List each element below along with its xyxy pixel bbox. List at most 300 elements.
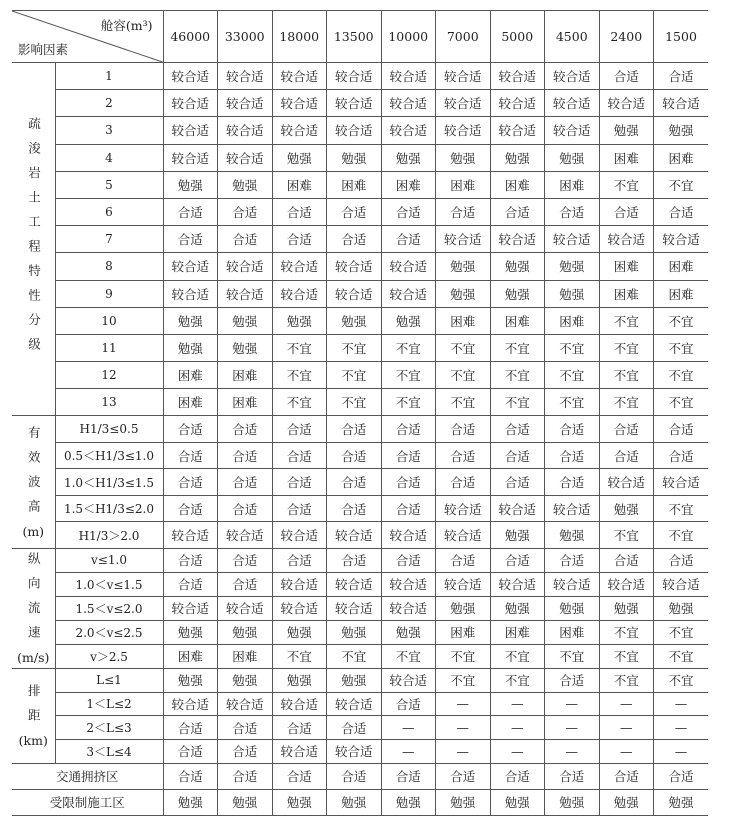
suitability-cell: 较合适: [327, 692, 382, 716]
suitability-cell: 困难: [218, 362, 273, 389]
suitability-cell: 较合适: [163, 692, 218, 716]
table-row: [12, 740, 708, 764]
suitability-cell: 合适: [218, 416, 273, 443]
suitability-cell: 较合适: [163, 596, 218, 620]
suitability-cell: 合适: [163, 740, 218, 764]
factor-cell: 交通拥挤区: [12, 763, 163, 789]
table-row: [12, 548, 708, 572]
suitability-cell: 合适: [218, 226, 273, 253]
suitability-cell: 较合适: [599, 226, 654, 253]
table-row: [12, 307, 708, 334]
suitability-cell: 合适: [218, 763, 273, 789]
suitability-cell: 不宜: [490, 668, 545, 692]
suitability-cell: 合适: [490, 763, 545, 789]
suitability-cell: 较合适: [545, 63, 600, 90]
suitability-cell: 较合适: [654, 226, 709, 253]
suitability-cell: 不宜: [436, 334, 491, 361]
factor-group-cell: [12, 548, 55, 668]
factor-cell: 11: [55, 334, 163, 361]
suitability-cell: 合适: [163, 416, 218, 443]
suitability-cell: 合适: [545, 548, 600, 572]
suitability-cell: 困难: [163, 362, 218, 389]
suitability-cell: —: [599, 692, 654, 716]
suitability-cell: 勉强: [327, 307, 382, 334]
factor-group-unit: (km): [18, 732, 48, 748]
suitability-cell: 合适: [654, 548, 709, 572]
table-row: [12, 692, 708, 716]
suitability-cell: 较合适: [272, 572, 327, 596]
suitability-cell: 勉强: [545, 596, 600, 620]
suitability-cell: 困难: [654, 253, 709, 280]
suitability-cell: —: [545, 740, 600, 764]
suitability-cell: 不宜: [654, 495, 709, 522]
suitability-cell: 较合适: [327, 572, 382, 596]
suitability-cell: 不宜: [272, 644, 327, 668]
suitability-cell: 勉强: [490, 280, 545, 307]
suitability-cell: 合适: [490, 416, 545, 443]
suitability-cell: —: [654, 692, 709, 716]
suitability-cell: 勉强: [490, 522, 545, 549]
suitability-cell: 较合适: [381, 596, 436, 620]
suitability-cell: 合适: [436, 416, 491, 443]
suitability-cell: 勉强: [163, 334, 218, 361]
suitability-cell: 合适: [272, 716, 327, 740]
suitability-cell: 勉强: [654, 596, 709, 620]
suitability-cell: 合适: [272, 469, 327, 496]
suitability-cell: 合适: [654, 416, 709, 443]
factor-cell: 12: [55, 362, 163, 389]
suitability-cell: —: [490, 716, 545, 740]
suitability-cell: 较合适: [490, 63, 545, 90]
suitability-cell: 合适: [381, 469, 436, 496]
suitability-cell: 合适: [272, 226, 327, 253]
suitability-cell: —: [545, 716, 600, 740]
suitability-cell: 较合适: [381, 117, 436, 144]
suitability-cell: 较合适: [272, 740, 327, 764]
factor-cell: 1.5＜v≤2.0: [55, 596, 163, 620]
suitability-cell: 较合适: [381, 253, 436, 280]
table-row: [12, 495, 708, 522]
suitability-cell: 较合适: [381, 63, 436, 90]
suitability-cell: 合适: [327, 469, 382, 496]
factor-cell: 9: [55, 280, 163, 307]
suitability-cell: —: [436, 716, 491, 740]
factor-cell: 3: [55, 117, 163, 144]
suitability-cell: 勉强: [436, 144, 491, 171]
suitability-cell: 较合适: [272, 280, 327, 307]
suitability-cell: 不宜: [654, 620, 709, 644]
suitability-cell: 勉强: [545, 789, 600, 815]
suitability-cell: 不宜: [272, 389, 327, 416]
suitability-cell: 不宜: [599, 171, 654, 198]
suitability-cell: 勉强: [218, 307, 273, 334]
table-row: [12, 63, 708, 90]
suitability-cell: 不宜: [545, 362, 600, 389]
suitability-cell: 较合适: [490, 117, 545, 144]
suitability-cell: 不宜: [599, 362, 654, 389]
suitability-cell: 合适: [599, 198, 654, 225]
suitability-cell: 合适: [327, 416, 382, 443]
suitability-cell: 较合适: [218, 692, 273, 716]
suitability-cell: 较合适: [490, 226, 545, 253]
suitability-cell: 困难: [327, 171, 382, 198]
suitability-cell: 较合适: [490, 90, 545, 117]
suitability-cell: 合适: [599, 442, 654, 469]
suitability-cell: 较合适: [218, 90, 273, 117]
suitability-cell: 较合适: [163, 63, 218, 90]
capacity-column-header: 46000: [163, 11, 218, 63]
suitability-cell: 困难: [490, 171, 545, 198]
suitability-cell: 不宜: [327, 362, 382, 389]
suitability-cell: 不宜: [654, 668, 709, 692]
suitability-cell: 勉强: [327, 144, 382, 171]
suitability-cell: 不宜: [599, 389, 654, 416]
suitability-cell: 较合适: [436, 226, 491, 253]
suitability-cell: 较合适: [436, 63, 491, 90]
suitability-cell: 勉强: [599, 789, 654, 815]
suitability-cell: 合适: [545, 198, 600, 225]
table-row: [12, 789, 708, 815]
table-row: [12, 198, 708, 225]
suitability-cell: 合适: [218, 198, 273, 225]
suitability-cell: 勉强: [327, 668, 382, 692]
table-row: [12, 362, 708, 389]
suitability-cell: 勉强: [272, 620, 327, 644]
capacity-column-header: 10000: [381, 11, 436, 63]
factor-cell: 5: [55, 171, 163, 198]
suitability-cell: 困难: [599, 253, 654, 280]
suitability-cell: 较合适: [163, 90, 218, 117]
suitability-cell: 合适: [545, 469, 600, 496]
suitability-cell: 困难: [381, 171, 436, 198]
suitability-cell: 合适: [163, 469, 218, 496]
suitability-cell: 困难: [218, 644, 273, 668]
factor-group-label: 排距: [26, 683, 42, 733]
suitability-cell: 合适: [490, 198, 545, 225]
suitability-cell: 勉强: [381, 144, 436, 171]
suitability-cell: 勉强: [599, 117, 654, 144]
suitability-cell: 勉强: [545, 522, 600, 549]
table-row: [12, 668, 708, 692]
suitability-cell: 合适: [654, 442, 709, 469]
factor-group-label: 疏浚岩土工程特性分级: [26, 116, 42, 362]
suitability-cell: —: [490, 692, 545, 716]
suitability-cell: 合适: [381, 442, 436, 469]
suitability-cell: 合适: [327, 763, 382, 789]
suitability-cell: 合适: [327, 198, 382, 225]
suitability-cell: 不宜: [327, 644, 382, 668]
suitability-cell: 合适: [272, 442, 327, 469]
capacity-column-header: 33000: [218, 11, 273, 63]
suitability-cell: 勉强: [163, 620, 218, 644]
suitability-cell: 较合适: [654, 90, 709, 117]
table-row: [12, 620, 708, 644]
suitability-cell: 不宜: [599, 644, 654, 668]
factor-cell: H1/3＞2.0: [55, 522, 163, 549]
suitability-cell: 较合适: [218, 253, 273, 280]
suitability-cell: 较合适: [545, 117, 600, 144]
suitability-cell: 合适: [436, 469, 491, 496]
factor-cell: 13: [55, 389, 163, 416]
factor-label: 影响因素: [18, 42, 69, 57]
factor-cell: H1/3≤0.5: [55, 416, 163, 443]
factor-cell: 受限制施工区: [12, 789, 163, 815]
suitability-cell: 合适: [327, 716, 382, 740]
suitability-cell: 合适: [327, 442, 382, 469]
suitability-cell: —: [599, 716, 654, 740]
capacity-column-header: 13500: [327, 11, 382, 63]
suitability-cell: 合适: [163, 548, 218, 572]
table-row: [12, 253, 708, 280]
suitability-cell: 合适: [545, 442, 600, 469]
suitability-cell: 较合适: [218, 522, 273, 549]
suitability-cell: 不宜: [436, 389, 491, 416]
suitability-cell: 勉强: [163, 668, 218, 692]
suitability-cell: 勉强: [545, 144, 600, 171]
suitability-cell: 勉强: [599, 495, 654, 522]
capacity-column-header: 2400: [599, 11, 654, 63]
capacity-column-header: 7000: [436, 11, 491, 63]
suitability-cell: 合适: [490, 469, 545, 496]
table-row: [12, 416, 708, 443]
suitability-cell: 较合适: [436, 495, 491, 522]
suitability-cell: 合适: [599, 63, 654, 90]
suitability-cell: 较合适: [163, 144, 218, 171]
suitability-cell: 不宜: [599, 522, 654, 549]
suitability-cell: 不宜: [490, 644, 545, 668]
capacity-column-header: 18000: [272, 11, 327, 63]
suitability-cell: 勉强: [545, 253, 600, 280]
suitability-cell: 困难: [599, 144, 654, 171]
table-row: [12, 522, 708, 549]
header-row: [12, 11, 708, 63]
suitability-cell: 不宜: [599, 307, 654, 334]
suitability-cell: 不宜: [654, 644, 709, 668]
suitability-cell: 较合适: [327, 596, 382, 620]
suitability-cell: 勉强: [381, 620, 436, 644]
suitability-cell: 较合适: [599, 469, 654, 496]
suitability-cell: 较合适: [218, 63, 273, 90]
suitability-cell: 合适: [599, 548, 654, 572]
suitability-cell: 不宜: [599, 334, 654, 361]
suitability-cell: 合适: [490, 548, 545, 572]
suitability-cell: 合适: [163, 442, 218, 469]
suitability-cell: 合适: [218, 495, 273, 522]
suitability-cell: 合适: [272, 548, 327, 572]
suitability-cell: 不宜: [381, 334, 436, 361]
suitability-cell: 较合适: [327, 522, 382, 549]
suitability-cell: 不宜: [381, 389, 436, 416]
suitability-cell: 困难: [163, 389, 218, 416]
suitability-cell: 不宜: [654, 389, 709, 416]
suitability-cell: 勉强: [327, 789, 382, 815]
suitability-cell: 困难: [490, 307, 545, 334]
suitability-cell: 勉强: [381, 307, 436, 334]
suitability-cell: 合适: [436, 198, 491, 225]
suitability-cell: 较合适: [163, 522, 218, 549]
table-row: [12, 389, 708, 416]
table-row: [12, 226, 708, 253]
suitability-cell: 合适: [163, 198, 218, 225]
factor-cell: 10: [55, 307, 163, 334]
factor-cell: 1＜L≤2: [55, 692, 163, 716]
suitability-cell: 勉强: [490, 253, 545, 280]
suitability-cell: 合适: [163, 763, 218, 789]
suitability-cell: 勉强: [599, 596, 654, 620]
suitability-cell: 较合适: [272, 63, 327, 90]
suitability-cell: 不宜: [490, 389, 545, 416]
suitability-cell: 不宜: [654, 522, 709, 549]
suitability-cell: 勉强: [490, 596, 545, 620]
suitability-cell: 较合适: [163, 253, 218, 280]
factor-group-cell: [12, 416, 55, 549]
suitability-cell: 困难: [436, 171, 491, 198]
capacity-column-header: 4500: [545, 11, 600, 63]
suitability-cell: 合适: [436, 548, 491, 572]
suitability-cell: 较合适: [327, 63, 382, 90]
suitability-cell: —: [599, 740, 654, 764]
suitability-cell: 困难: [272, 171, 327, 198]
table-row: [12, 763, 708, 789]
suitability-cell: 较合适: [163, 117, 218, 144]
suitability-cell: 不宜: [654, 362, 709, 389]
suitability-cell: 较合适: [490, 495, 545, 522]
table-row: [12, 644, 708, 668]
suitability-cell: 不宜: [490, 334, 545, 361]
suitability-cell: 较合适: [327, 253, 382, 280]
suitability-cell: —: [436, 692, 491, 716]
suitability-cell: 合适: [381, 198, 436, 225]
table-row: [12, 716, 708, 740]
suitability-cell: 较合适: [163, 280, 218, 307]
suitability-cell: 较合适: [381, 572, 436, 596]
suitability-cell: 较合适: [327, 90, 382, 117]
suitability-cell: 困难: [436, 307, 491, 334]
suitability-cell: 合适: [163, 572, 218, 596]
suitability-cell: 较合适: [272, 692, 327, 716]
suitability-cell: 合适: [327, 495, 382, 522]
suitability-cell: 勉强: [272, 144, 327, 171]
suitability-cell: 不宜: [654, 334, 709, 361]
suitability-cell: —: [545, 692, 600, 716]
suitability-cell: —: [381, 740, 436, 764]
factor-cell: v＞2.5: [55, 644, 163, 668]
suitability-cell: 合适: [381, 226, 436, 253]
suitability-cell: 不宜: [327, 334, 382, 361]
suitability-cell: 勉强: [327, 620, 382, 644]
suitability-cell: 不宜: [490, 362, 545, 389]
table-row: [12, 144, 708, 171]
suitability-cell: 合适: [490, 442, 545, 469]
capacity-column-header: 5000: [490, 11, 545, 63]
suitability-cell: 勉强: [436, 596, 491, 620]
factor-cell: v≤1.0: [55, 548, 163, 572]
factor-cell: 3＜L≤4: [55, 740, 163, 764]
suitability-cell: 较合适: [436, 90, 491, 117]
suitability-cell: 较合适: [545, 226, 600, 253]
table-row: [12, 280, 708, 307]
suitability-cell: 较合适: [381, 280, 436, 307]
suitability-cell: 不宜: [272, 362, 327, 389]
suitability-cell: 合适: [599, 416, 654, 443]
suitability-cell: 不宜: [436, 362, 491, 389]
suitability-cell: 较合适: [381, 668, 436, 692]
factor-cell: 2＜L≤3: [55, 716, 163, 740]
suitability-cell: 合适: [163, 226, 218, 253]
suitability-cell: 较合适: [545, 495, 600, 522]
suitability-cell: 勉强: [436, 280, 491, 307]
header-corner-cell: [12, 11, 163, 63]
suitability-cell: 勉强: [218, 668, 273, 692]
suitability-cell: 合适: [599, 763, 654, 789]
suitability-cell: 不宜: [381, 362, 436, 389]
suitability-cell: —: [490, 740, 545, 764]
suitability-cell: 较合适: [327, 117, 382, 144]
suitability-cell: 合适: [327, 226, 382, 253]
dredger-suitability-table: [12, 10, 708, 816]
table-row: [12, 171, 708, 198]
suitability-cell: 勉强: [490, 144, 545, 171]
factor-cell: L≤1: [55, 668, 163, 692]
suitability-cell: 合适: [218, 740, 273, 764]
table-row: [12, 596, 708, 620]
suitability-cell: —: [654, 740, 709, 764]
suitability-cell: 不宜: [599, 620, 654, 644]
suitability-cell: 勉强: [272, 307, 327, 334]
factor-cell: 7: [55, 226, 163, 253]
suitability-cell: 勉强: [218, 171, 273, 198]
suitability-cell: 较合适: [436, 572, 491, 596]
table-row: [12, 334, 708, 361]
suitability-cell: 较合适: [599, 572, 654, 596]
suitability-cell: 较合适: [272, 117, 327, 144]
suitability-cell: 勉强: [654, 117, 709, 144]
suitability-cell: 合适: [654, 63, 709, 90]
suitability-cell: 较合适: [654, 469, 709, 496]
suitability-cell: 困难: [163, 644, 218, 668]
suitability-cell: 不宜: [654, 307, 709, 334]
suitability-cell: 困难: [436, 620, 491, 644]
table-row: [12, 117, 708, 144]
suitability-cell: 合适: [272, 416, 327, 443]
suitability-cell: —: [654, 716, 709, 740]
suitability-cell: 较合适: [545, 90, 600, 117]
table-row: [12, 90, 708, 117]
suitability-cell: —: [436, 740, 491, 764]
factor-group-label: 有效波高: [26, 425, 42, 524]
suitability-cell: 不宜: [327, 389, 382, 416]
suitability-cell: 不宜: [545, 389, 600, 416]
suitability-cell: 较合适: [218, 117, 273, 144]
suitability-cell: 困难: [545, 171, 600, 198]
suitability-cell: 合适: [436, 442, 491, 469]
suitability-cell: 困难: [654, 280, 709, 307]
suitability-cell: 较合适: [272, 522, 327, 549]
suitability-cell: 较合适: [436, 522, 491, 549]
suitability-cell: 合适: [381, 763, 436, 789]
factor-group-cell: [12, 63, 55, 416]
factor-group-cell: [12, 668, 55, 763]
suitability-cell: 困难: [599, 280, 654, 307]
suitability-cell: 较合适: [436, 117, 491, 144]
suitability-cell: 较合适: [218, 144, 273, 171]
suitability-cell: 较合适: [545, 572, 600, 596]
suitability-cell: 不宜: [436, 644, 491, 668]
table-row: [12, 469, 708, 496]
suitability-cell: 合适: [381, 692, 436, 716]
suitability-cell: 勉强: [272, 668, 327, 692]
suitability-cell: 合适: [545, 668, 600, 692]
